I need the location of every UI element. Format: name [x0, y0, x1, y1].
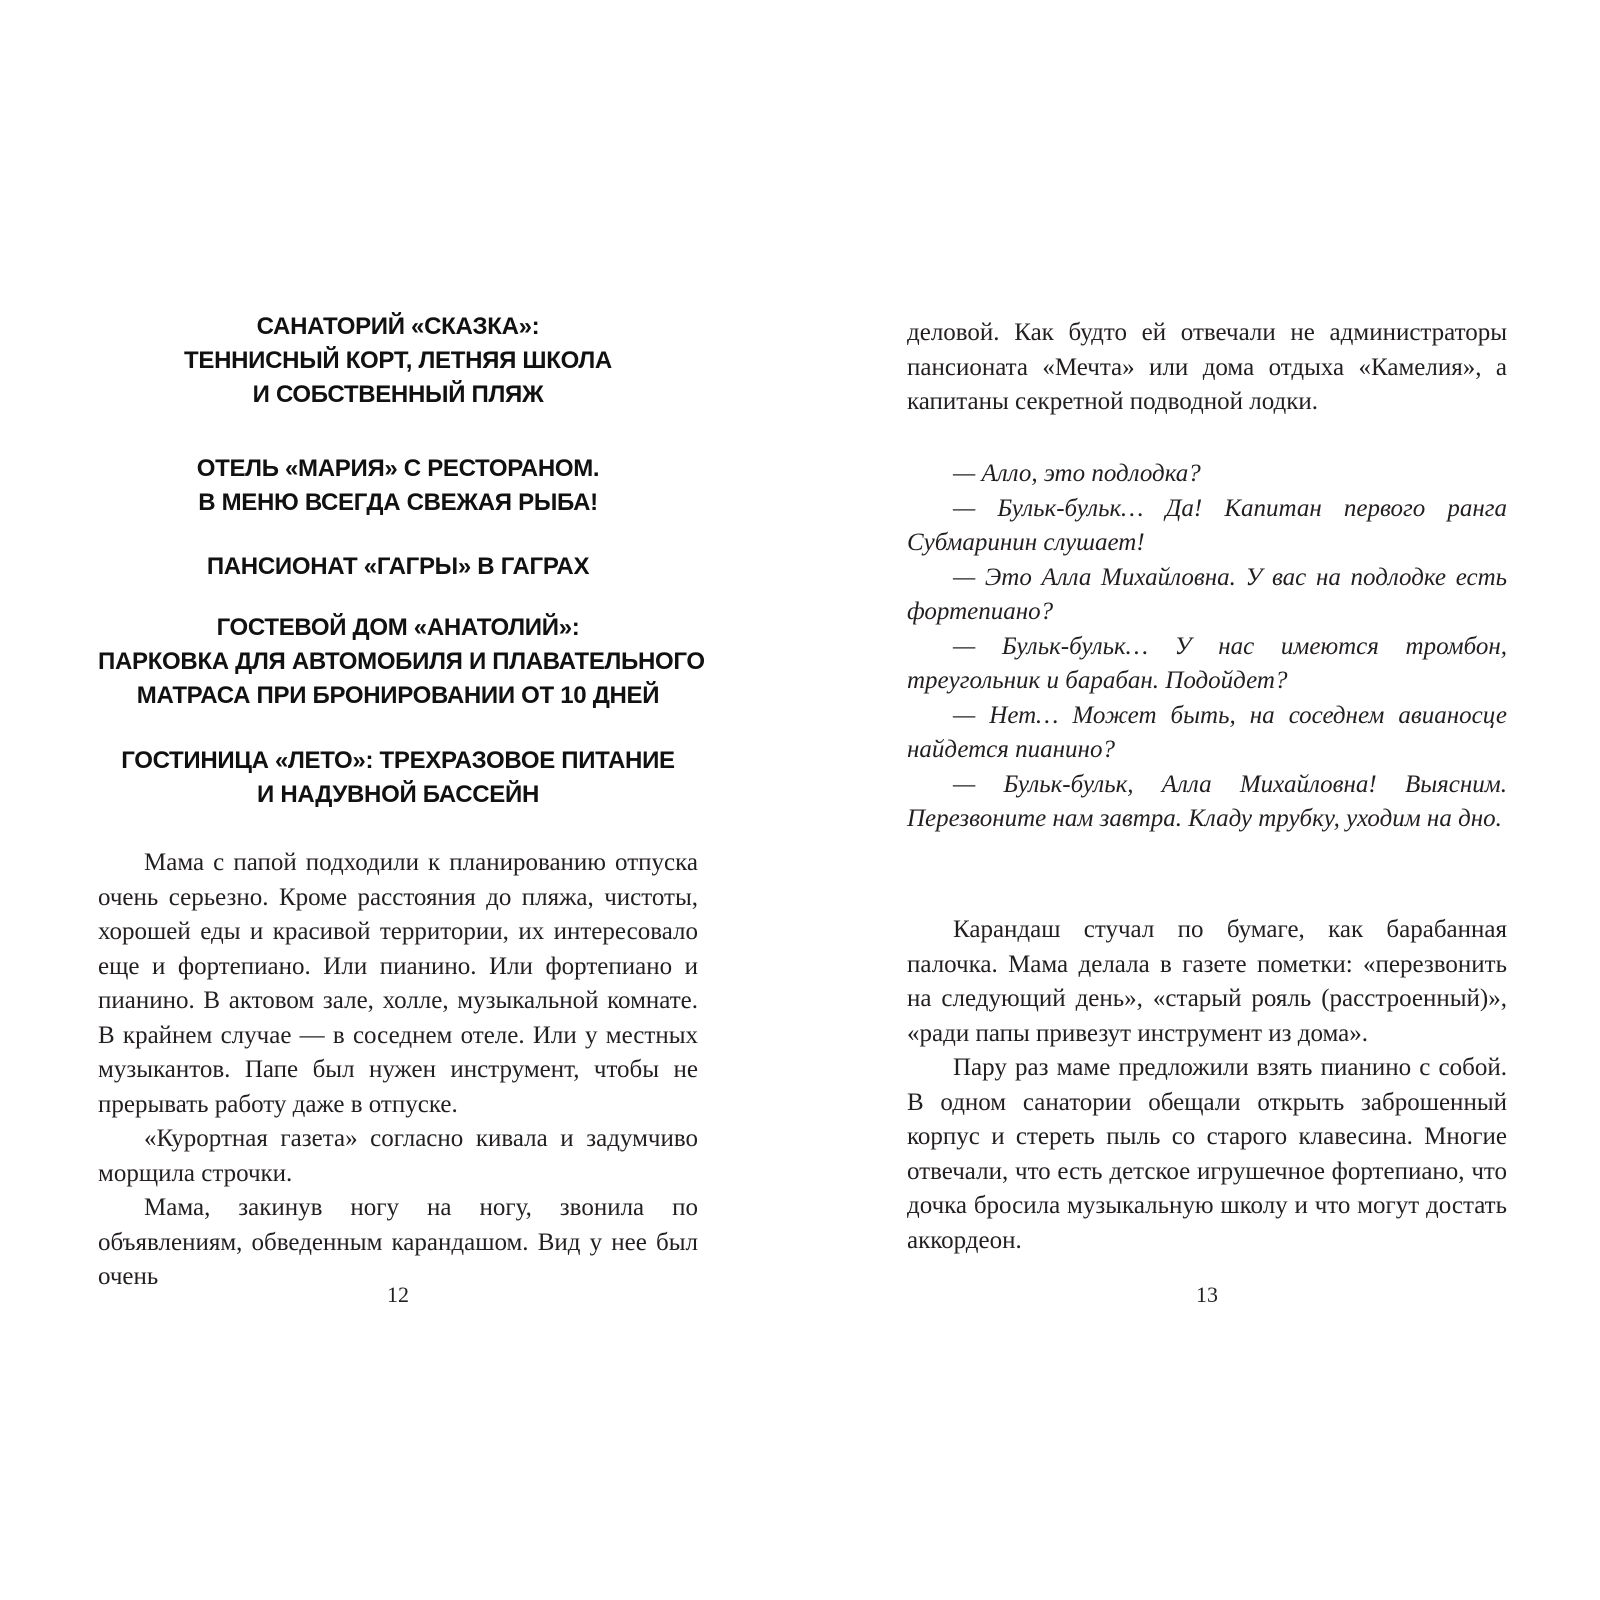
- left-body-text: [98, 846, 698, 1295]
- right-body-text: [907, 913, 1507, 1258]
- dialog-line: — Бульк-бульк… Да! Капитан первого ранга Субмаринин слушает!: [907, 494, 1507, 556]
- dialog-line: — Бульк-бульк… У нас имеются тромбон, треугольник и барабан. Подойдет?: [907, 632, 1507, 694]
- page-number-right: 13: [1196, 1282, 1218, 1307]
- ad-line: И СОБСТВЕННЫЙ ПЛЯЖ: [252, 381, 544, 408]
- ad-line: В МЕНЮ ВСЕГДА СВЕЖАЯ РЫБА!: [198, 489, 598, 516]
- right-continuation: [907, 316, 1507, 420]
- ad-line: ТЕННИСНЫЙ КОРТ, ЛЕТНЯЯ ШКОЛА: [184, 347, 612, 374]
- dialog-block: [907, 457, 1507, 837]
- dialog-line: — Это Алла Михайловна. У вас на подлодке есть фортепиано?: [907, 563, 1507, 625]
- paragraph: деловой. Как будто ей отвечали не администраторы пансионата «Мечта» или дома отдыха «Камелия», а капитаны секретной подводной лодки.: [907, 319, 1507, 415]
- ad-hotel-leto: [98, 744, 698, 812]
- dialog-line: — Нет… Может быть, на соседнем авианосце найдется пианино?: [907, 701, 1507, 763]
- paragraph: «Курортная газета» согласно кивала и задумчиво морщила строчки.: [98, 1125, 698, 1187]
- page-number-left: 12: [387, 1282, 409, 1307]
- ad-line: ПАРКОВКА ДЛЯ АВТОМОБИЛЯ И ПЛАВАТЕЛЬНОГО: [98, 648, 705, 675]
- dialog-line: — Алло, это подлодка?: [953, 460, 1201, 487]
- ad-line: САНАТОРИЙ «СКАЗКА»:: [256, 313, 540, 340]
- ad-line: ОТЕЛЬ «МАРИЯ» С РЕСТОРАНОМ.: [196, 455, 600, 482]
- ad-pansionat-gagry: [98, 550, 698, 584]
- paragraph: Пару раз маме предложили взять пианино с собой. В одном санатории обещали открыть заброшенный корпус и стереть пыль со старого клавесина. Многие отвечали, что есть детское игрушечное фортепиано, что дочка бросила музыкальную школу и что могут достать аккордеон.: [907, 1054, 1507, 1254]
- paragraph: Карандаш стучал по бумаге, как барабанная палочка. Мама делала в газете пометки: «перезвонить на следующий день», «старый рояль (расстроенный)», «ради папы привезут инструмент из дома».: [907, 916, 1507, 1047]
- ad-line: ПАНСИОНАТ «ГАГРЫ» В ГАГРАХ: [206, 553, 590, 580]
- ad-line: МАТРАСА ПРИ БРОНИРОВАНИИ ОТ 10 ДНЕЙ: [136, 682, 660, 709]
- ad-hotel-maria: [98, 452, 698, 520]
- ad-line: ГОСТЕВОЙ ДОМ «АНАТОЛИЙ»:: [216, 614, 580, 641]
- ad-sanatorium-skazka: [98, 310, 698, 412]
- paragraph: Мама, закинув ногу на ногу, звонила по объявлениям, обведенным карандашом. Вид у нее был очень: [98, 1194, 698, 1290]
- dialog-line: — Бульк-бульк, Алла Михайловна! Выясним. Перезвоните нам завтра. Кладу трубку, уходим на дно.: [907, 770, 1507, 832]
- ad-line: ГОСТИНИЦА «ЛЕТО»: ТРЕХРАЗОВОЕ ПИТАНИЕ: [121, 747, 675, 774]
- ad-line: И НАДУВНОЙ БАССЕЙН: [257, 781, 539, 808]
- ad-guesthouse-anatoliy: [98, 611, 705, 713]
- paragraph: Мама с папой подходили к планированию отпуска очень серьезно. Кроме расстояния до пляжа, чистоты, хорошей еды и красивой территории, их интересовало еще и фортепиано. Или пианино. Или фортепиано и пианино. В актовом зале, холле, музыкальной комнате. В крайнем случае — в соседнем отеле. Или у местных музыкантов. Папе был нужен инструмент, чтобы не прерывать работу даже в отпуске.: [98, 849, 698, 1118]
